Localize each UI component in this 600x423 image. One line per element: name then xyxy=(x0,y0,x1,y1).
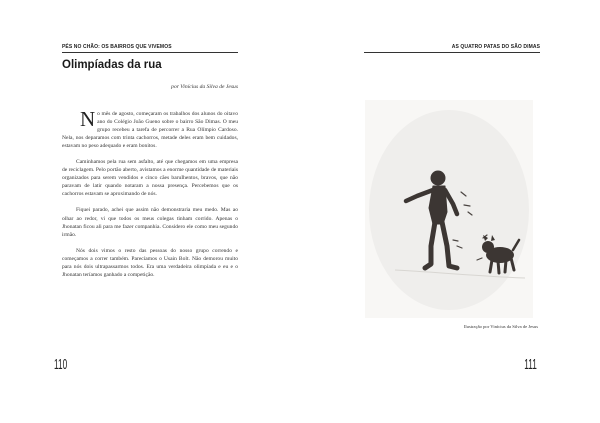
byline: por Vinícius da Silva de Jesus xyxy=(171,84,238,90)
header-rule xyxy=(62,52,238,53)
drop-cap: N xyxy=(80,107,96,131)
boy-running-from-dog-drawing-icon xyxy=(365,100,533,318)
running-head: PÉS NO CHÃO: OS BAIRROS QUE VIVEMOS xyxy=(62,44,172,50)
right-page xyxy=(300,0,600,423)
article-title: Olimpíadas da rua xyxy=(62,59,162,71)
running-head: AS QUATRO PATAS DO SÃO DIMAS xyxy=(451,44,540,50)
paragraph: Caminhamos pela rua sem asfalto, até que chegamos em uma empresa de reciclagem. Pelo portão aberto, avistamos a enorme quantidade de materiais organizados para serem vendidos e cinco cães baruIhentos, bravos, que não paravam de latir quando notaram a nossa presença. Percebemos que os cachorros estavam se aproximando de nós. xyxy=(62,159,238,198)
page-number: 110 xyxy=(54,356,68,373)
paragraph: Fiquei parado, achei que assim não demonstraria meu medo. Mas ao olhar ao redor, vi que todos os meus colegas tinham corrido. Apenas o Jhonatan ficou ali para me fazer companhia. Considero ele como meu segundo irmão. xyxy=(62,207,238,238)
paragraph: Nós dois vimos o resto das pessoas do nosso grupo correndo e começamos a correr também. Parecíamos o Usain Bolt. Não demorou muito para nós dois ultrapassarmos todos. Era uma verdadeira olimpíada e eu e o Jhonatan teríamos ganhado a competição. xyxy=(62,247,238,278)
paragraph xyxy=(62,107,238,150)
page-number: 111 xyxy=(524,356,537,373)
article-body xyxy=(62,107,238,287)
header-rule xyxy=(364,52,540,53)
paragraph-text: o mês de agosto, começaram os trabalhos dos alunos do oitavo ano do Colégio João Gueno sobre o bairro São Dimas. O meu grupo recebeu a tarefa de percorrer a Rua Olímpio Cardoso. Nela, nos deparamos com trinta cachorros, metade deles eram bem cuidados, estavam no peso adequado e eram bonitos. xyxy=(62,111,238,150)
illustration-caption: Ilustração por Vinícius da Silva de Jesus xyxy=(463,324,538,329)
illustration xyxy=(365,100,533,318)
